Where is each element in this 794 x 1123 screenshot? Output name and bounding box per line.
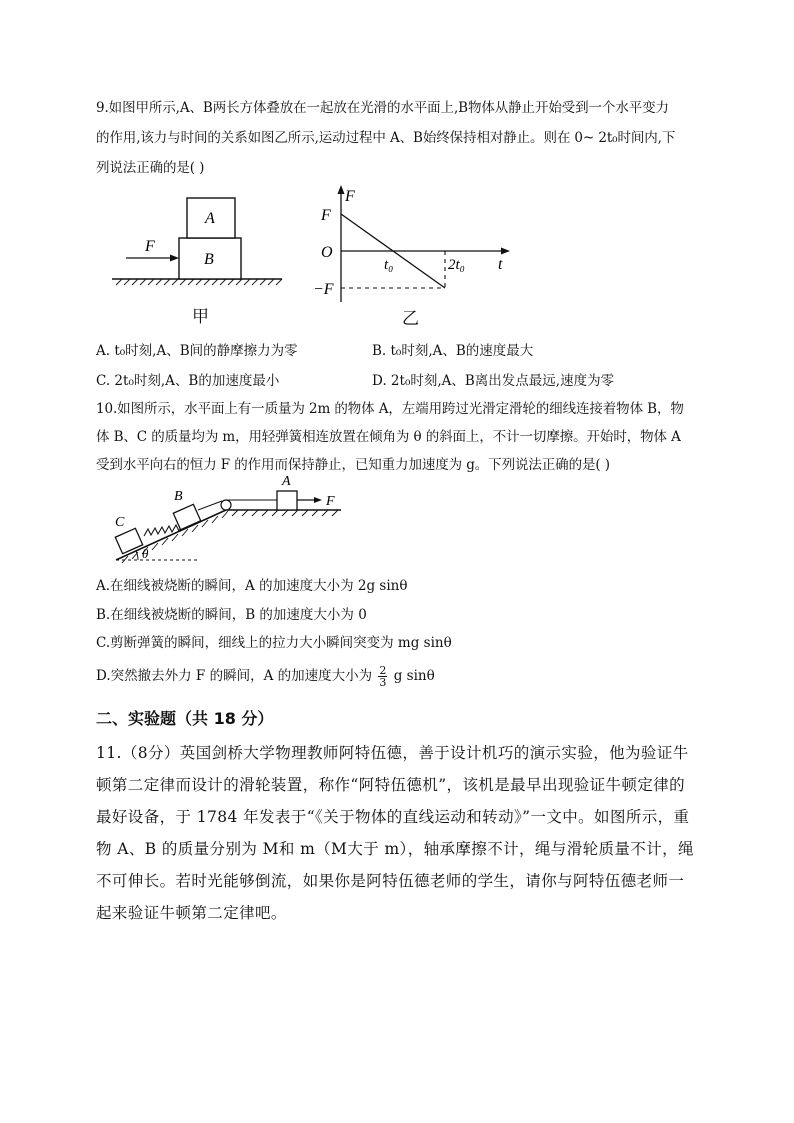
q11-line-4: 物 A、B 的质量分别为 M和 m（M大于 m），轴承摩擦不计，绳与滑轮质量不计，绳 [96,840,694,858]
spring [144,524,183,536]
origin-label: O [321,244,333,261]
pulley [221,500,231,510]
block-b-incline [173,504,200,529]
q9-option-b: B. t₀时刻,A、B的速度最大 [372,343,534,359]
caption-yi: 乙 [402,309,419,329]
fraction-numerator: 2 [379,664,387,677]
fraction-denominator: 3 [379,676,387,689]
q9-line-2: 的作用,该力与时间的关系如图乙所示,运动过程中 A、B始终保持相对静止。则在 0~ 2t₀时间内,下 [96,130,676,146]
label-c: C [115,515,125,530]
q10-line-2: 体 B、C 的质量均为 m，用轻弹簧相连放置在倾角为 θ 的斜面上，不计一切摩擦。开始时，物体 A [96,429,681,445]
y-axis-arrow [338,185,345,194]
q11-line-2: 顿第二定律而设计的滑轮装置，称作“阿特伍德机”，该机是最早出现验证牛顿定律的 [96,776,686,794]
caption-jia: 甲 [192,307,209,327]
force-arrowhead-q10 [314,497,322,503]
q11-line-1: 11.（8分）英国剑桥大学物理教师阿特伍德，善于设计机巧的演示实验，他为验证牛 [96,744,689,762]
string-incline [198,501,222,510]
angle-label: θ [142,546,149,561]
block-a-label: A [205,210,215,227]
q9-option-c: C. 2t₀时刻,A、B的加速度最小 [96,373,280,389]
label-a: A [282,474,291,489]
q10-option-a: A.在细线被烧断的瞬间，A 的加速度大小为 2g sinθ [96,578,408,594]
q10-line-3: 受到水平向右的恒力 F 的作用而保持静止，已知重力加速度为 g。下列说法正确的是( ) [96,457,610,473]
q9-figure-yi [310,180,520,305]
fraction-two-thirds [378,665,387,688]
y-top-label: F [321,207,331,224]
force-label-jia: F [145,238,155,255]
tick-t0: t₀ [384,257,394,273]
block-b-label: B [204,251,214,268]
x-axis-label: t [498,256,503,273]
q10-option-b: B.在细线被烧断的瞬间，B 的加速度大小为 0 [96,607,367,623]
q9-figure-jia [108,188,288,293]
jia-ground [112,279,282,285]
q9-line-1: 9.如图甲所示,A、B两长方体叠放在一起放在光滑的水平面上,B物体从静止开始受到一个水平变力 [96,100,669,116]
q11-line-5: 不可伸长。若时光能够倒流，如果你是阿特伍德老师的学生，请你与阿特伍德老师一 [96,872,685,890]
label-b: B [174,489,183,504]
q10-option-d-prefix: D.突然撤去外力 F 的瞬间，A 的加速度大小为 [96,668,373,684]
q10-option-d [96,664,435,688]
q10-figure [108,472,348,566]
force-arrowhead [170,255,179,262]
label-force-q10: F [326,494,335,509]
y-axis-label: F [345,188,355,205]
q9-line-3: 列说法正确的是( ) [96,160,205,176]
q11-line-6: 起来验证牛顿第二定律吧。 [96,904,287,922]
q10-option-d-suffix: g sinθ [393,668,435,684]
tick-2t0: 2t₀ [448,257,465,273]
block-a-plane [277,491,297,510]
q10-option-c: C.剪断弹簧的瞬间，细线上的拉力大小瞬间突变为 mg sinθ [96,635,452,651]
q10-line-1: 10.如图所示，水平面上有一质量为 2m 的物体 A，左端用跨过光滑定滑轮的细线连接着物体 B，物 [96,401,684,417]
x-axis-arrow [501,248,510,255]
y-bottom-label: −F [313,281,334,298]
horizontal-surface [226,510,341,516]
q9-option-a: A. t₀时刻,A、B间的静摩擦力为零 [96,343,298,359]
section-title: 二、实验题（共 18 分） [96,709,274,728]
q9-option-d: D. 2t₀时刻,A、B离出发点最远,速度为零 [372,373,615,389]
q11-line-3: 最好设备，于 1784 年发表于“《关于物体的直线运动和转动》”一文中。如图所示，重 [96,808,690,826]
